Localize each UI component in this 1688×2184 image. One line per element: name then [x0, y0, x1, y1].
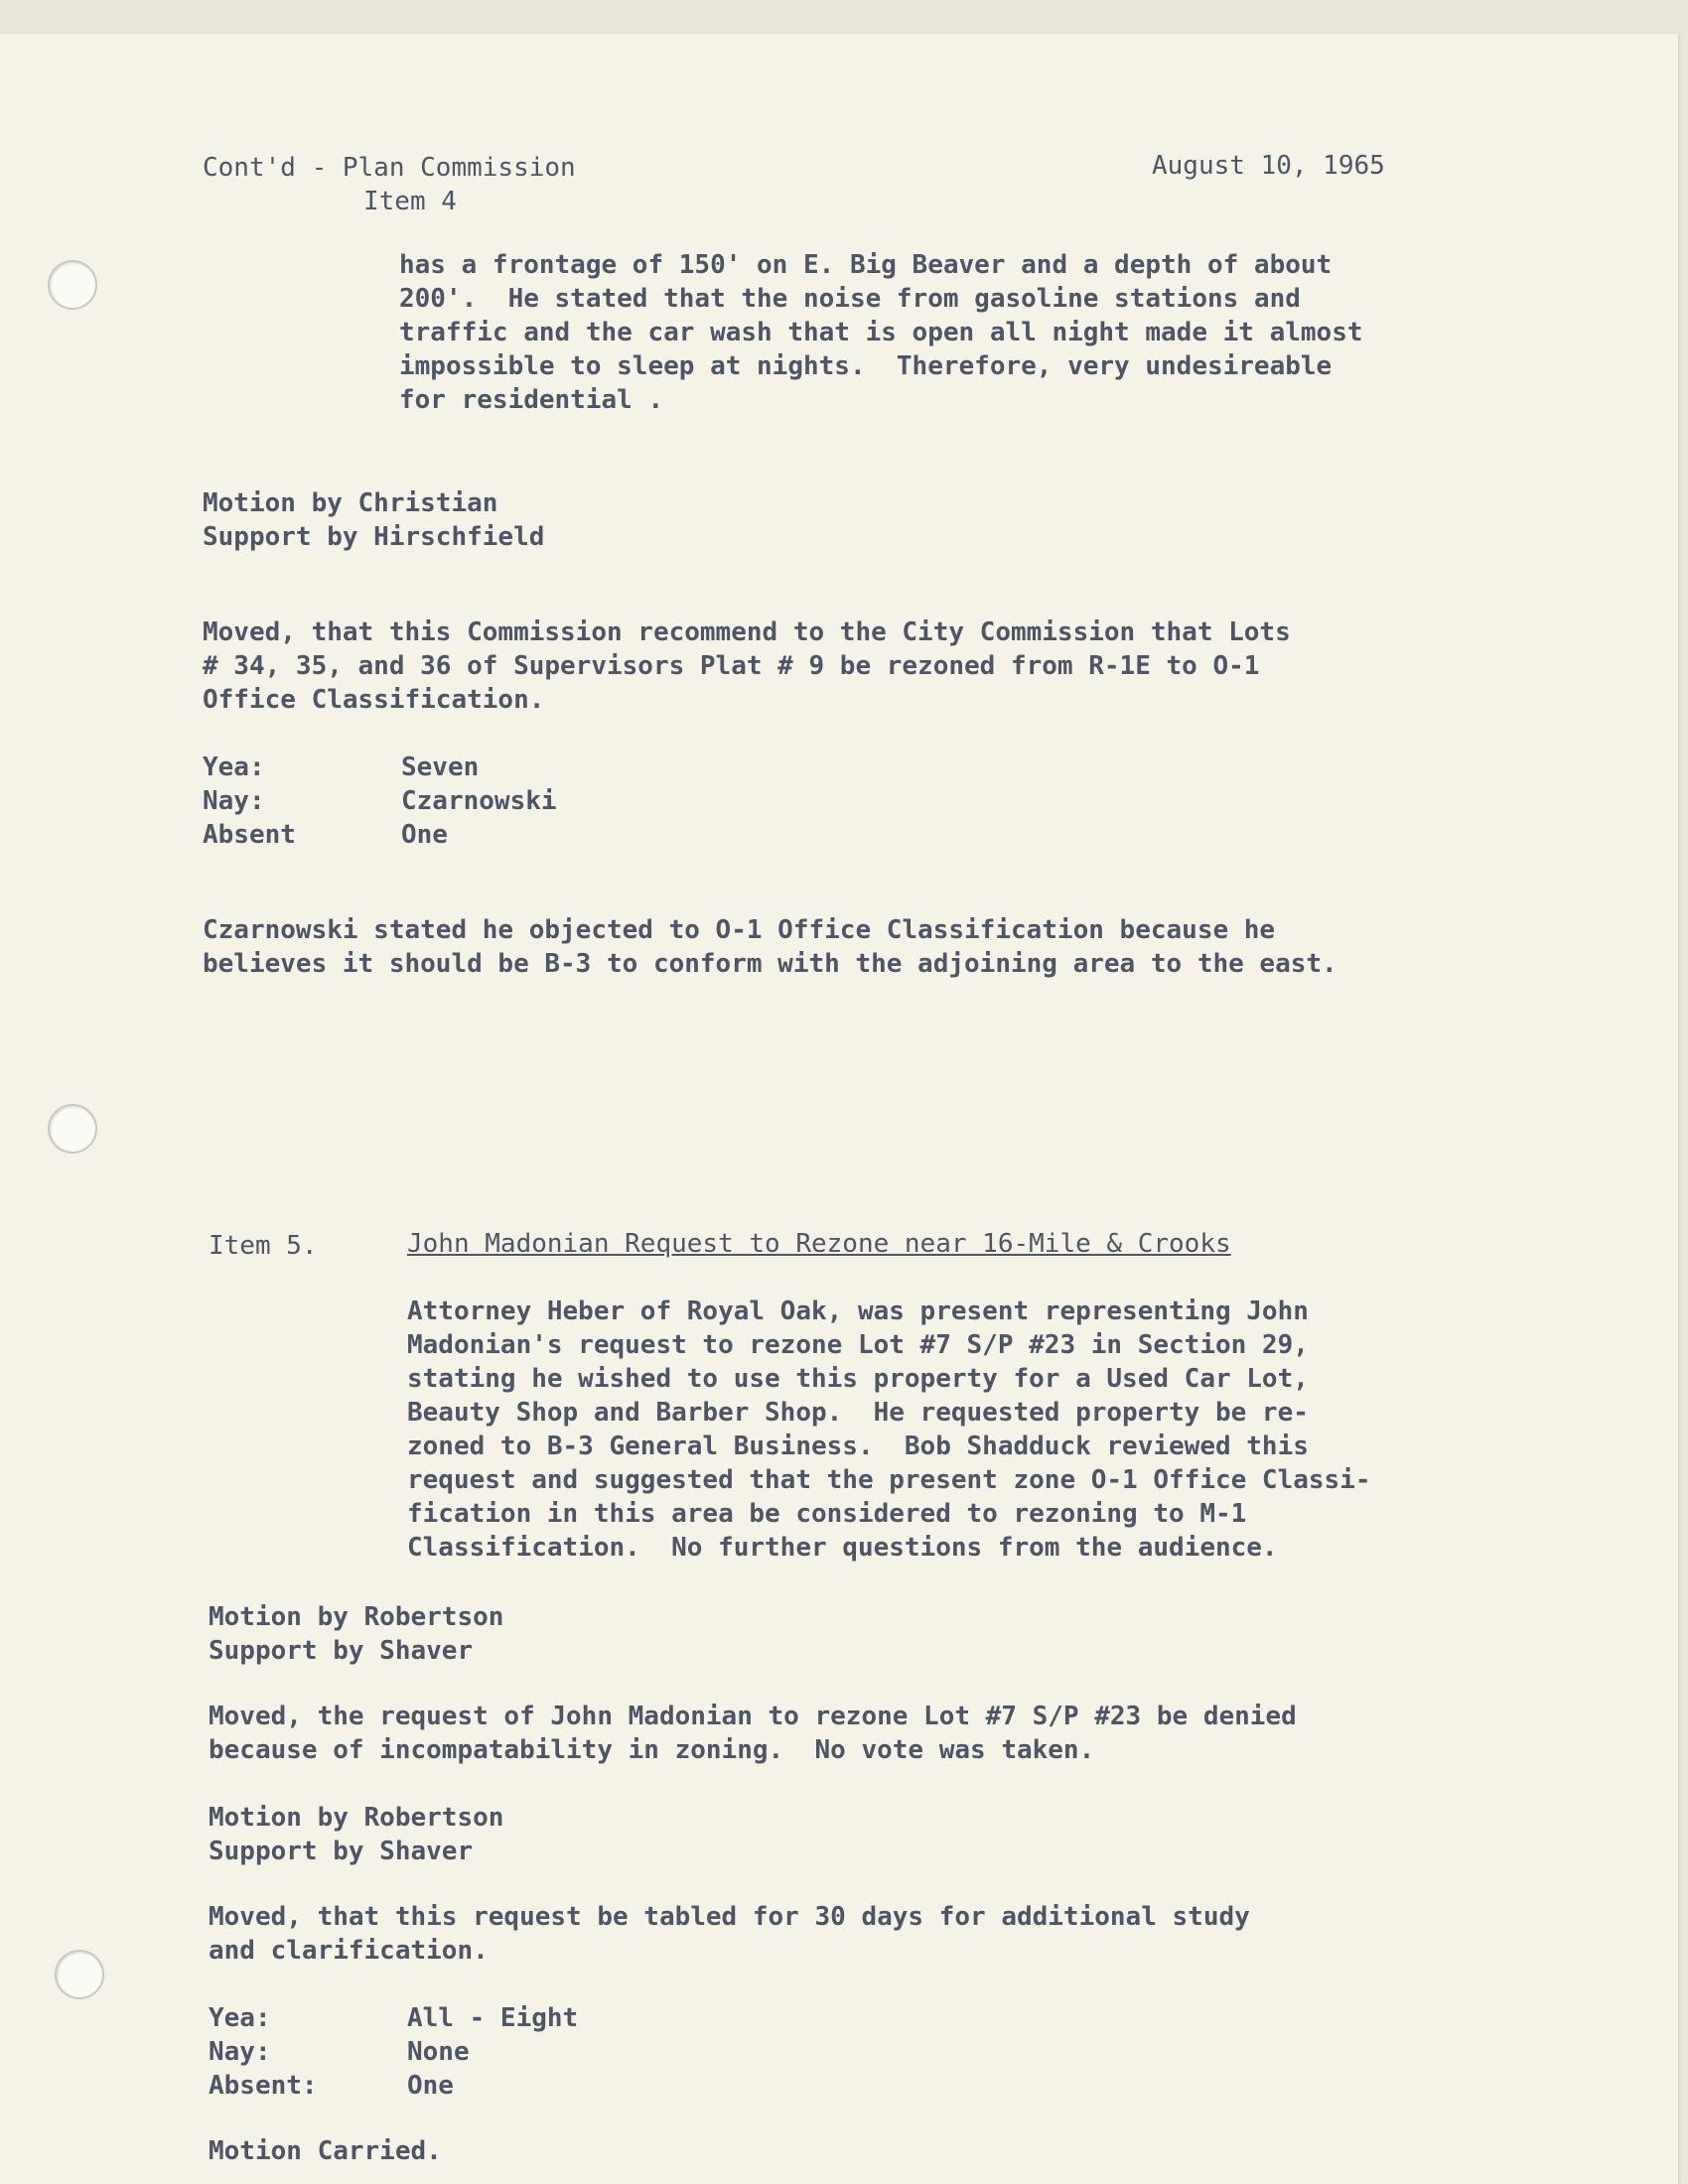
- moved-line: because of incompatability in zoning. No vote was taken.: [209, 1735, 1095, 1765]
- vote-nay-label: Nay:: [203, 786, 265, 816]
- paragraph-line: 200'. He stated that the noise from gasoline stations and: [399, 284, 1301, 314]
- document-page: [0, 34, 1678, 2184]
- item5-title: John Madonian Request to Rezone near 16-Mile & Crooks: [407, 1229, 1231, 1259]
- moved-line: Moved, that this request be tabled for 30 days for additional study: [209, 1902, 1250, 1932]
- paragraph-line: for residential .: [399, 385, 664, 415]
- paragraph-line: Attorney Heber of Royal Oak, was present representing John: [407, 1297, 1309, 1326]
- paragraph-line: zoned to B-3 General Business. Bob Shadduck reviewed this: [407, 1432, 1309, 1461]
- objection-line: believes it should be B-3 to conform with the adjoining area to the east.: [203, 949, 1337, 979]
- paragraph-line: has a frontage of 150' on E. Big Beaver and a depth of about: [399, 250, 1333, 280]
- paragraph-line: request and suggested that the present zone O-1 Office Classi-: [407, 1465, 1371, 1495]
- paragraph-line: stating he wished to use this property for a Used Car Lot,: [407, 1364, 1309, 1394]
- motion-by: Motion by Robertson: [209, 1803, 504, 1833]
- vote-nay-value: None: [407, 2037, 470, 2067]
- punch-hole: [48, 1104, 97, 1154]
- paragraph-line: fication in this area be considered to rezoning to M-1: [407, 1499, 1247, 1529]
- punch-hole: [48, 260, 97, 310]
- vote-yea-label: Yea:: [209, 2003, 271, 2033]
- moved-line: and clarification.: [209, 1936, 489, 1966]
- punch-hole: [55, 1950, 104, 1999]
- vote-absent-value: One: [401, 820, 448, 850]
- motion-by: Motion by Christian: [203, 488, 498, 518]
- motion-by: Motion by Robertson: [209, 1602, 504, 1632]
- header-date: August 10, 1965: [1152, 151, 1385, 181]
- vote-absent-value: One: [407, 2071, 454, 2101]
- moved-line: Office Classification.: [203, 685, 545, 715]
- header-title: Cont'd - Plan Commission: [203, 153, 576, 183]
- paragraph-line: impossible to sleep at nights. Therefore, very undesireable: [399, 351, 1333, 381]
- header-item: Item 4: [363, 187, 457, 216]
- vote-nay-value: Czarnowski: [401, 786, 557, 816]
- vote-nay-label: Nay:: [209, 2037, 271, 2067]
- vote-yea-value: All - Eight: [407, 2003, 579, 2033]
- vote-yea-value: Seven: [401, 752, 480, 782]
- support-by: Support by Shaver: [209, 1636, 474, 1666]
- vote-absent-label: Absent: [203, 820, 296, 850]
- vote-yea-label: Yea:: [203, 752, 265, 782]
- paragraph-line: Classification. No further questions from the audience.: [407, 1533, 1278, 1563]
- paragraph-line: Beauty Shop and Barber Shop. He requested property be re-: [407, 1398, 1309, 1428]
- support-by: Support by Shaver: [209, 1837, 474, 1866]
- support-by: Support by Hirschfield: [203, 522, 545, 552]
- motion-carried: Motion Carried.: [209, 2136, 442, 2166]
- moved-line: # 34, 35, and 36 of Supervisors Plat # 9 be rezoned from R-1E to O-1: [203, 651, 1260, 681]
- paragraph-line: Madonian's request to rezone Lot #7 S/P #23 in Section 29,: [407, 1330, 1309, 1360]
- paragraph-line: traffic and the car wash that is open all night made it almost: [399, 318, 1363, 347]
- moved-line: Moved, that this Commission recommend to the City Commission that Lots: [203, 617, 1291, 647]
- vote-absent-label: Absent:: [209, 2071, 318, 2101]
- objection-line: Czarnowski stated he objected to O-1 Office Classification because he: [203, 915, 1276, 945]
- item5-label: Item 5.: [209, 1231, 318, 1261]
- moved-line: Moved, the request of John Madonian to rezone Lot #7 S/P #23 be denied: [209, 1702, 1297, 1731]
